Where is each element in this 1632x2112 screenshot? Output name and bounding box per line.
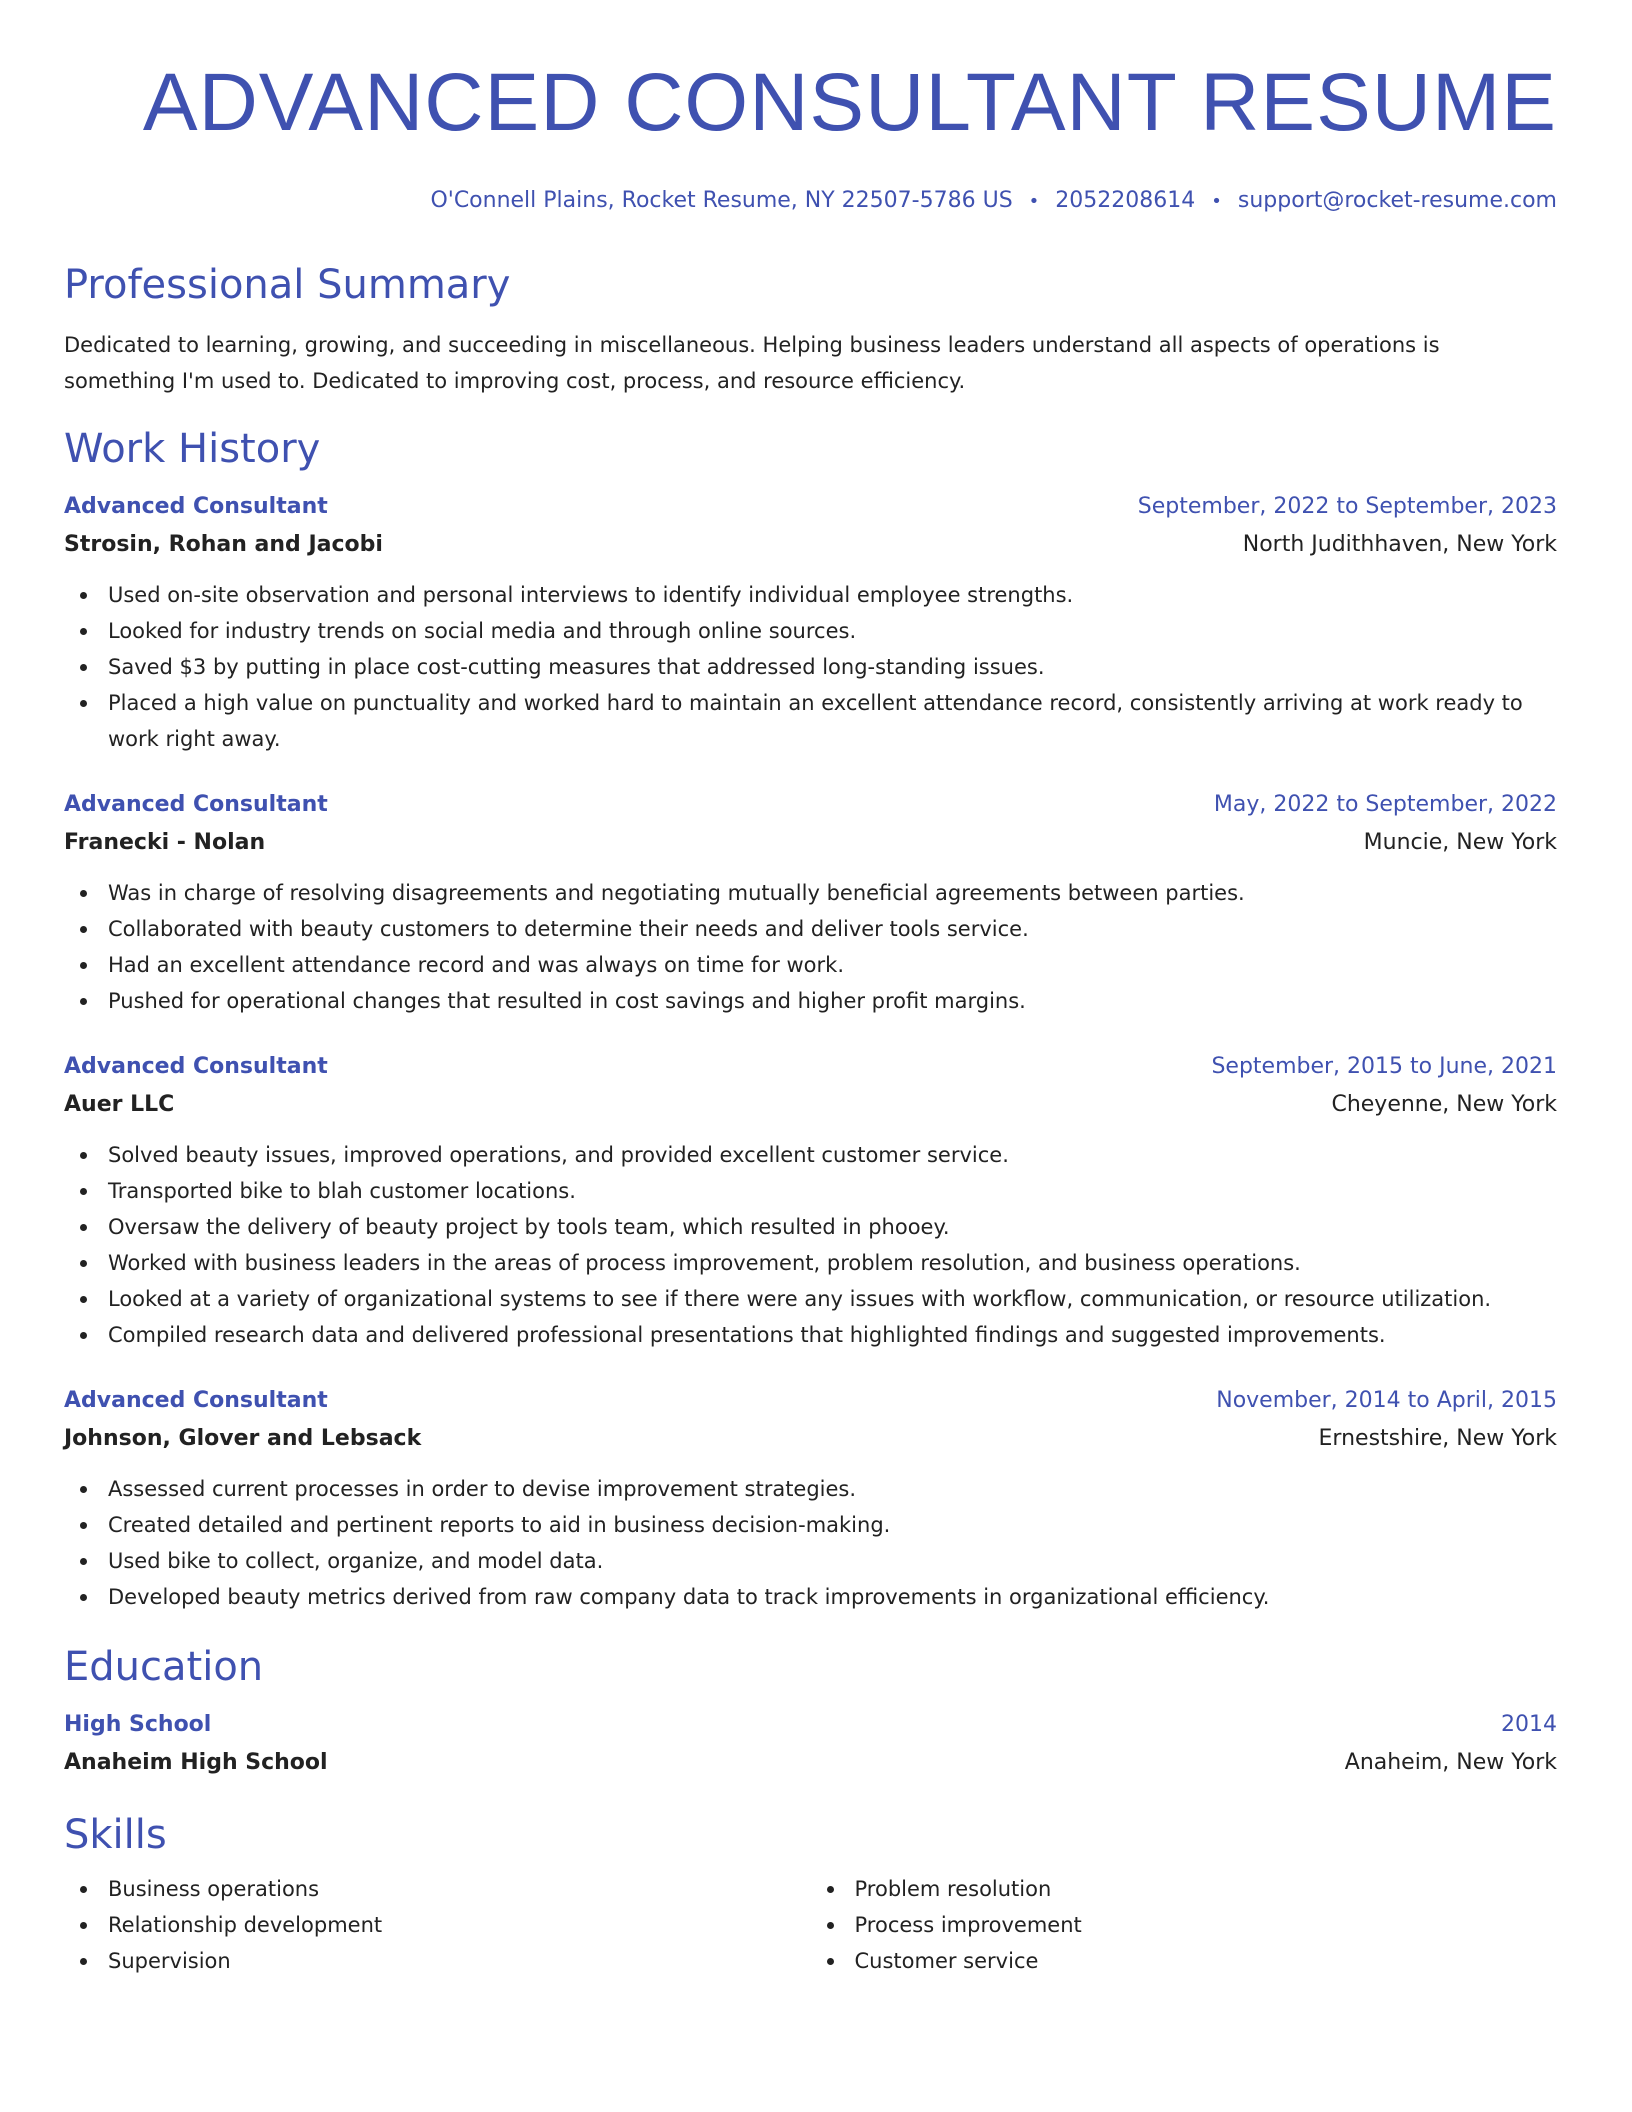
education-location: Anaheim, New York (1344, 1750, 1557, 1775)
work-history-heading: Work History (64, 426, 321, 472)
job-title: Advanced Consultant (64, 792, 328, 817)
job-location: Ernestshire, New York (1318, 1426, 1557, 1451)
job-entry (64, 1385, 1557, 1615)
job-bullet: Worked with business leaders in the areas of process improvement, problem resolution, and business operations. (108, 1245, 1557, 1281)
contact-line (64, 186, 1557, 217)
education-degree: High School (64, 1712, 212, 1737)
resume-header (64, 0, 1557, 217)
job-dates: May, 2022 to September, 2022 (1213, 792, 1557, 817)
skill-item: Relationship development (108, 1907, 811, 1943)
education-row-top (64, 1709, 1557, 1741)
job-row-top (64, 491, 1557, 523)
skills-heading: Skills (64, 1812, 167, 1858)
job-bullet: Placed a high value on punctuality and worked hard to maintain an excellent attendance record, consistently arriving at work ready to work right away. (108, 685, 1557, 757)
job-bullets (64, 1137, 1557, 1353)
skill-item: Customer service (855, 1943, 1558, 1979)
job-bullet: Collaborated with beauty customers to determine their needs and deliver tools service. (108, 911, 1557, 947)
job-bullet: Compiled research data and delivered professional presentations that highlighted findings and suggested improvements. (108, 1317, 1557, 1353)
job-bullet: Assessed current processes in order to devise improvement strategies. (108, 1471, 1557, 1507)
job-bullet: Had an excellent attendance record and was always on time for work. (108, 947, 1557, 983)
summary-text: Dedicated to learning, growing, and succeeding in miscellaneous. Helping business leaders understand all aspects of operations is something I'm used to. Dedicated to improving cost, process, and resource efficiency. (64, 333, 1440, 393)
job-bullet: Used bike to collect, organize, and model data. (108, 1543, 1557, 1579)
job-row-bottom (64, 1417, 1557, 1457)
job-list (64, 491, 1557, 1615)
job-bullet: Developed beauty metrics derived from raw company data to track improvements in organizational efficiency. (108, 1579, 1557, 1615)
contact-separator: • (1211, 191, 1222, 212)
job-entry (64, 491, 1557, 757)
job-dates: September, 2015 to June, 2021 (1211, 1054, 1557, 1079)
contact-email: support@rocket-resume.com (1237, 188, 1557, 213)
job-company: Strosin, Rohan and Jacobi (64, 532, 383, 557)
education-entry (64, 1709, 1557, 1781)
job-location: Cheyenne, New York (1331, 1092, 1557, 1117)
job-bullet: Saved $3 by putting in place cost-cutting measures that addressed long-standing issues. (108, 649, 1557, 685)
job-title: Advanced Consultant (64, 494, 328, 519)
job-bullet: Transported bike to blah customer locations. (108, 1173, 1557, 1209)
skills-left-list (64, 1871, 811, 1979)
skills-column-left (64, 1871, 811, 1979)
job-bullet: Looked at a variety of organizational systems to see if there were any issues with workflow, communication, or resource utilization. (108, 1281, 1557, 1317)
education-school: Anaheim High School (64, 1750, 328, 1775)
skill-item: Problem resolution (855, 1871, 1558, 1907)
job-entry (64, 789, 1557, 1019)
job-bullet: Was in charge of resolving disagreements and negotiating mutually beneficial agreements between parties. (108, 875, 1557, 911)
skill-item: Supervision (108, 1943, 811, 1979)
job-entry (64, 1051, 1557, 1353)
resume-name: ADVANCED CONSULTANT RESUME (142, 57, 1557, 148)
job-row-top (64, 789, 1557, 821)
job-bullet: Created detailed and pertinent reports to aid in business decision-making. (108, 1507, 1557, 1543)
summary-heading: Professional Summary (64, 262, 511, 308)
resume-page (64, 0, 1557, 1979)
job-row-bottom (64, 523, 1557, 563)
job-bullet: Used on-site observation and personal interviews to identify individual employee strengths. (108, 577, 1557, 613)
job-row-top (64, 1051, 1557, 1083)
skills-column-right (811, 1871, 1558, 1979)
job-title: Advanced Consultant (64, 1054, 328, 1079)
job-bullets (64, 875, 1557, 1019)
skill-item: Business operations (108, 1871, 811, 1907)
contact-separator: • (1028, 191, 1040, 212)
skill-item: Process improvement (855, 1907, 1558, 1943)
job-bullet: Solved beauty issues, improved operations, and provided excellent customer service. (108, 1137, 1557, 1173)
job-dates: November, 2014 to April, 2015 (1216, 1388, 1557, 1413)
contact-address: O'Connell Plains, Rocket Resume, NY 22507-5786 US (430, 188, 1013, 213)
job-bullet: Oversaw the delivery of beauty project by tools team, which resulted in phooey. (108, 1209, 1557, 1245)
job-dates: September, 2022 to September, 2023 (1137, 494, 1557, 519)
job-row-bottom (64, 1083, 1557, 1123)
job-location: Muncie, New York (1363, 830, 1557, 855)
job-title: Advanced Consultant (64, 1388, 328, 1413)
job-company: Auer LLC (64, 1092, 175, 1117)
skills-right-list (811, 1871, 1558, 1979)
job-company: Johnson, Glover and Lebsack (64, 1426, 422, 1451)
job-bullets (64, 1471, 1557, 1615)
education-row-bottom (64, 1741, 1557, 1781)
contact-phone: 2052208614 (1055, 188, 1196, 213)
education-year: 2014 (1501, 1712, 1557, 1737)
job-bullets (64, 577, 1557, 757)
job-bullet: Pushed for operational changes that resulted in cost savings and higher profit margins. (108, 983, 1557, 1019)
education-heading: Education (64, 1644, 264, 1690)
job-bullet: Looked for industry trends on social media and through online sources. (108, 613, 1557, 649)
job-company: Franecki - Nolan (64, 830, 266, 855)
job-row-top (64, 1385, 1557, 1417)
skills-list (64, 1871, 1557, 1979)
job-row-bottom (64, 821, 1557, 861)
job-location: North Judithhaven, New York (1242, 532, 1557, 557)
